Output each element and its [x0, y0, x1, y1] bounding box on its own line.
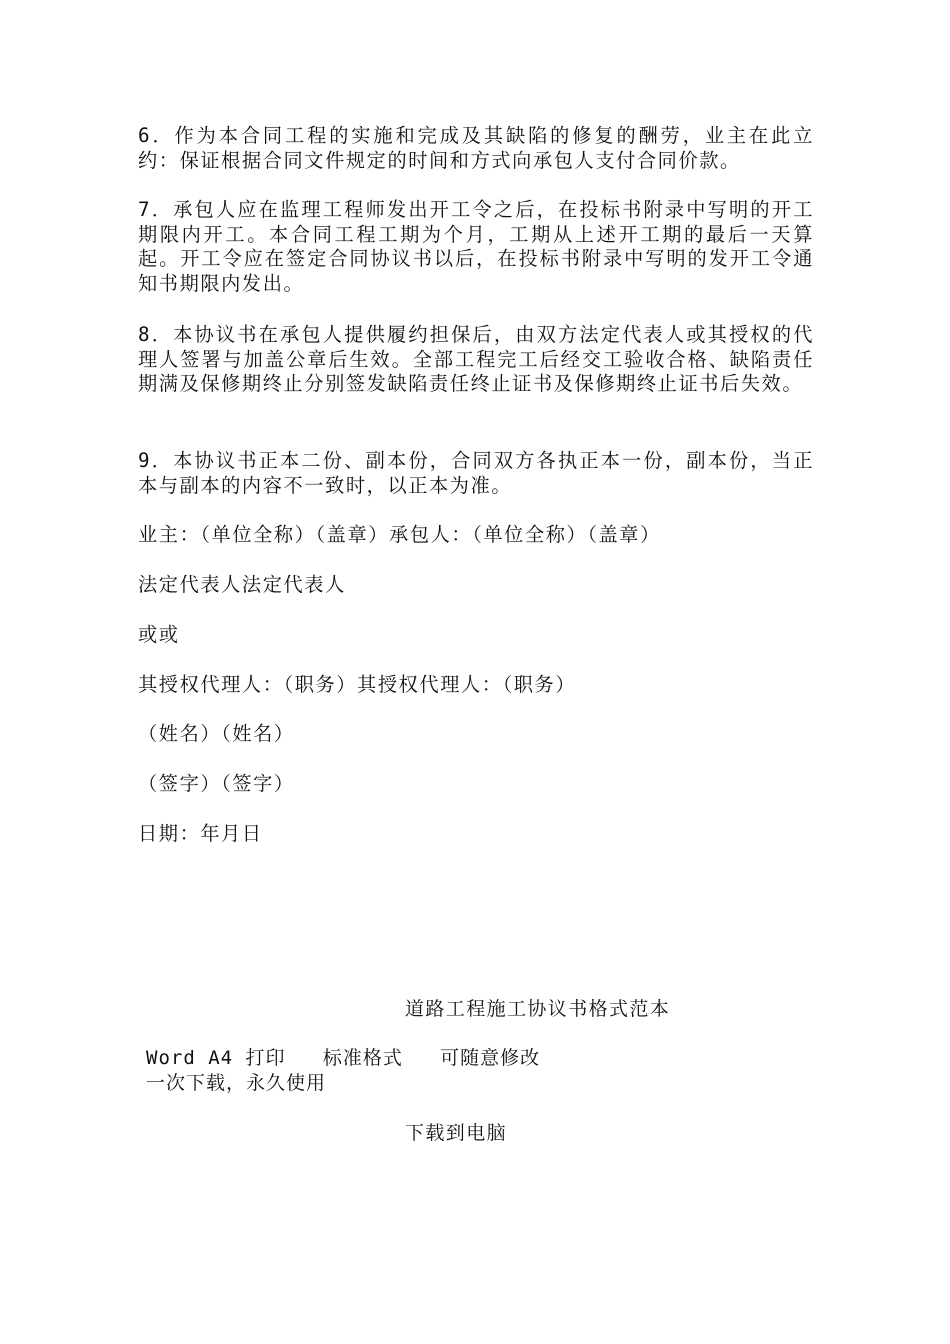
download-to-computer-link[interactable]: 下载到电脑: [405, 1122, 508, 1144]
signature-parties-line: 业主：（单位全称）（盖章）承包人：（单位全称）（盖章）: [138, 523, 661, 546]
signature-date-line: 日期：年月日: [138, 822, 263, 845]
signature-or-line: 或或: [138, 623, 180, 646]
signature-agent-title-line: 其授权代理人：（职务）其授权代理人：（职务）: [138, 673, 577, 696]
clause-9-paragraph: 9．本协议书正本二份、副本份，合同双方各执正本一份，副本份，当正本与副本的内容不一致时，以正本为准。: [138, 449, 814, 497]
clause-7-paragraph: 7．承包人应在监理工程师发出开工令之后，在投标书附录中写明的开工期限内开工。本合同工程工期为个月，工期从上述开工期的最后一天算起。开工令应在签定合同协议书以后，在投标书附录中写明的发开工令通知书期限内发出。: [138, 198, 814, 295]
clause-8-paragraph: 8．本协议书在承包人提供履约担保后，由双方法定代表人或其授权的代理人签署与加盖公章后生效。全部工程完工后经交工验收合格、缺陷责任期满及保修期终止分别签发缺陷责任终止证书及保修期终止证书后失效。: [138, 323, 814, 395]
clause-6-paragraph: 6．作为本合同工程的实施和完成及其缺陷的修复的酬劳，业主在此立约：保证根据合同文件规定的时间和方式向承包人支付合同价款。: [138, 124, 814, 172]
footer-format-info: Word A4 打印 标准格式 可随意修改: [146, 1047, 541, 1069]
signature-legal-rep-line: 法定代表人法定代表人: [138, 573, 346, 596]
signature-name-line: （姓名）（姓名）: [138, 722, 295, 745]
footer-usage-info: 一次下载，永久使用: [146, 1072, 327, 1094]
signature-sign-line: （签字）（签字）: [138, 772, 295, 795]
footer-title: 道路工程施工协议书格式范本: [405, 998, 671, 1020]
